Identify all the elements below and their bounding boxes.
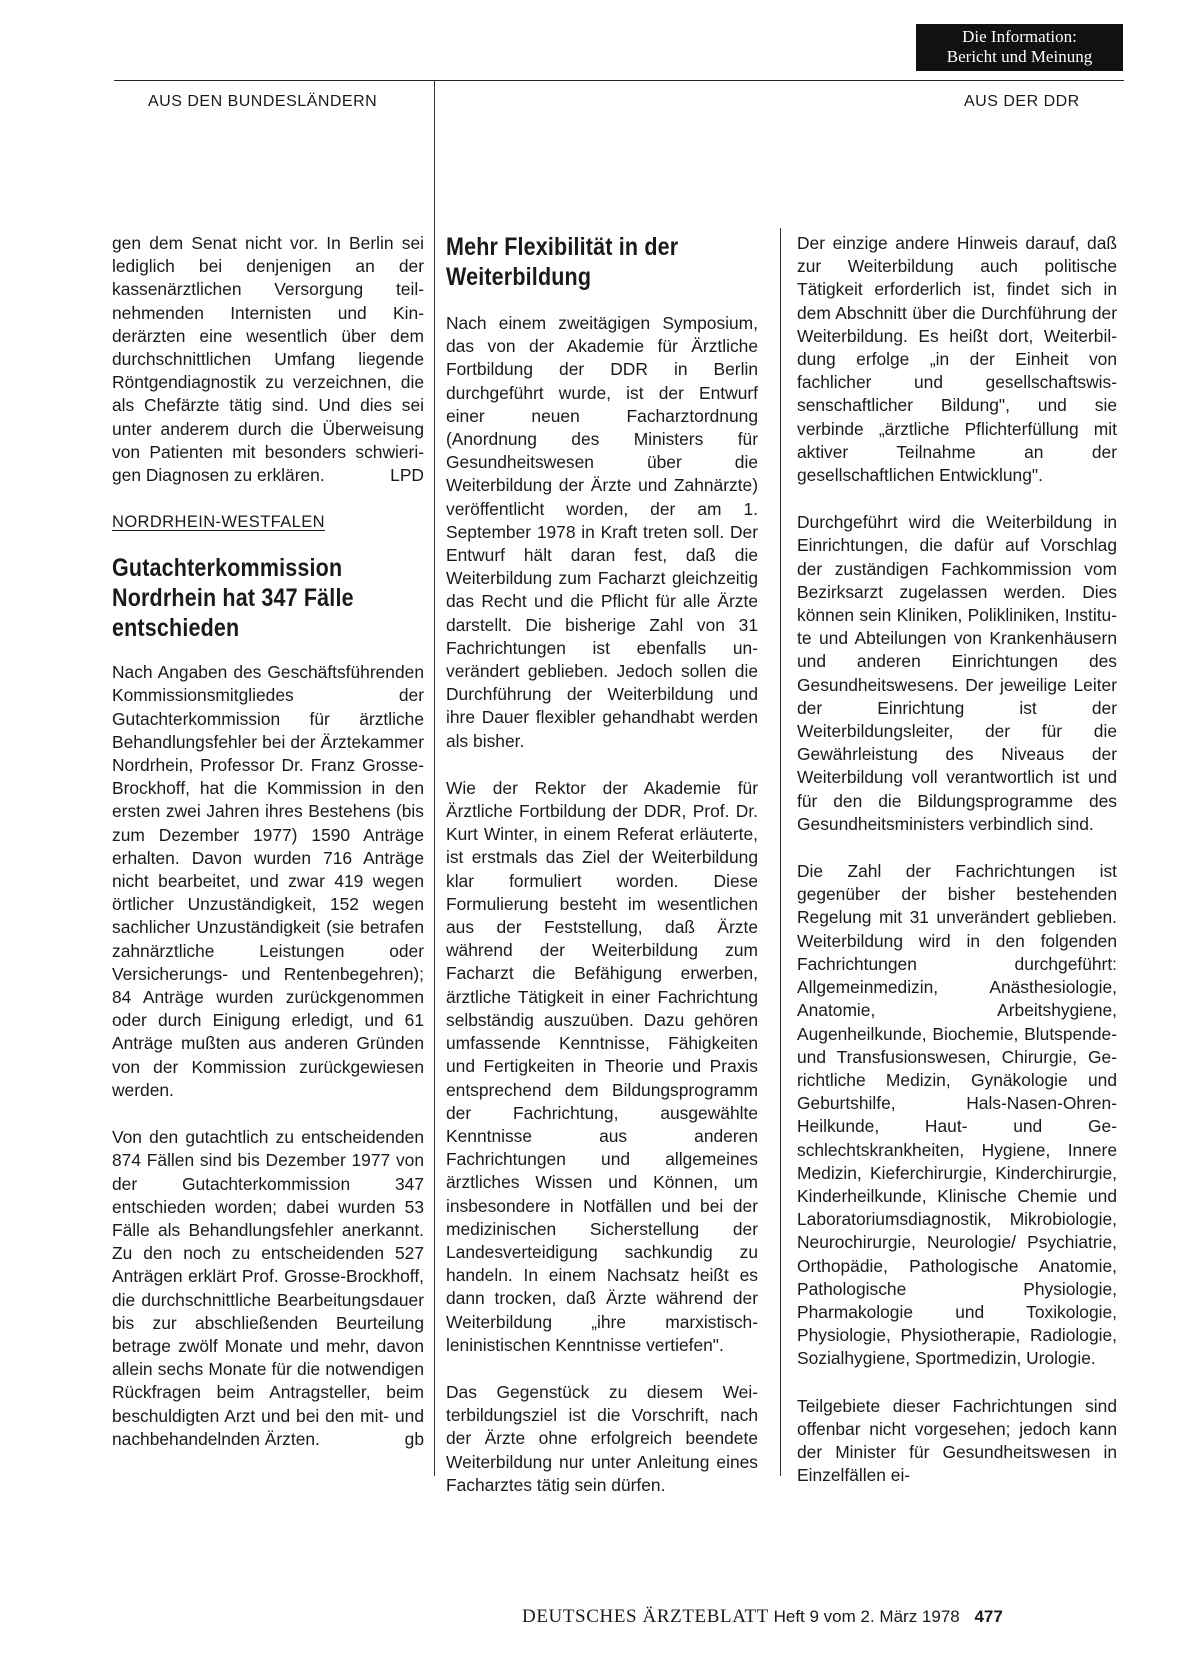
section-badge	[916, 24, 1123, 71]
article-paragraph: Nach einem zweitägigen Symposium, das von der Akademie für Ärztliche Fortbildung der DDR in Berlin durchgeführt wurde, ist der Entwurf einer neuen Facharztordnung (Anordnung des Ministers für Gesundheitswesen über die Weiterbildung der Ärzte und Zahnärzte) veröffentlicht worden, der am 1. September 1978 in Kraft treten soll. Der Entwurf hält daran fest, daß die Weiterbildung zum Facharzt gleichzeitig das Recht und die Pflicht für alle Ärzte darstellt. Die bisherige Zahl von 31 Fachrichtungen ist ebenfalls unverändert geblieben. Jedoch sollen die Durchführung der Weiterbildung und ihre Dauer flexibler gehandhabt werden als bisher.	[446, 313, 758, 751]
column-rule-right	[780, 228, 781, 1476]
column-rule-left	[434, 80, 435, 1476]
article-paragraph: Der einzige andere Hinweis darauf, daß zur Weiterbildung auch politische Tätigkeit erforderlich ist, findet sich in dem Abschnitt über die Durchführung der Weiterbildung. Es heißt dort, Weiterbildung erfolge „in der Einheit von fachlicher und gesellschaftswissenschaftlicher Bildung", und sie verbinde „ärztliche Pflichterfüllung mit aktiver Teilnahme an der gesellschaftlichen Entwicklung".	[797, 233, 1117, 486]
article-headline: Gutachterkommission Nordrhein hat 347 Fälle entschieden	[112, 554, 354, 643]
article-paragraph: Das Gegenstück zu diesem Weiterbildungsziel ist die Vorschrift, nach der Ärzte ohne erfolgreich beendete Weiterbildung nur unter Anleitung eines Facharztes tätig sein dürfen.	[446, 1381, 758, 1495]
column-3	[797, 232, 1117, 1511]
article-paragraph	[112, 1126, 424, 1451]
paragraph-text: Von den gutachtlich zu entscheidenden 874 Fällen sind bis Dezember 1977 von der Gutachterkommission 347 entschieden worden; dabei wurden 53 Fälle als Behandlungsfehler anerkannt. Zu den noch zu entscheidenden 527 Anträgen erklärt Prof. Grosse-Brockhoff, die durchschnittliche Bearbeitungsdauer bis zur abschließenden Beurteilung betrage zwölf Monate und mehr, davon allein sechs Monate für die notwendigen Rückfragen beim Antragsteller, beim beschuldigten Arzt und bei den mit- und nachbehandelnden Ärzten.	[112, 1127, 424, 1449]
article-paragraph: Die Zahl der Fachrichtungen ist gegenüber der bisher bestehenden Regelung mit 31 unverändert geblieben. Weiterbildung wird in den folgenden Fachrichtungen durchgeführt: Allgemeinmedizin, Anästhesiologie, Anatomie, Arbeitshygiene, Augenheilkunde, Biochemie, Blutspende- und Transfusionswesen, Chirurgie, Gerichtliche Medizin, Gynäkologie und Geburtshilfe, Hals-Nasen-Ohren-Heilkunde, Haut- und Geschlechtskrankheiten, Hygiene, Innere Medizin, Kieferchirurgie, Kinderchirurgie, Kinderheilkunde, Klinische Chemie und Laboratoriumsdiagnostik, Mikrobiologie, Neurochirurgie, Neurologie/ Psychiatrie, Orthopädie, Pathologische Anatomie, Pathologische Physiologie, Pharmakologie und Toxikologie, Physiologie, Physiotherapie, Radiologie, Sozialhygiene, Sportmedizin, Urologie.	[797, 861, 1117, 1369]
column-2	[446, 232, 758, 1521]
article-paragraph: Wie der Rektor der Akademie für Ärztliche Fortbildung der DDR, Prof. Dr. Kurt Winter, in einem Referat erläuterte, ist erstmals das Ziel der Weiterbildung klar formuliert worden. Diese Formulierung besteht im wesentlichen aus der Feststellung, daß Ärzte während der Weiterbildung zum Facharzt die Befähigung erwerben, ärztliche Tätigkeit in einer Fachrichtung selbständig auszuüben. Dazu gehören umfassende Kenntnisse, Fähigkeiten und Fertigkeiten in Theorie und Praxis entsprechend dem Bildungsprogramm der Fachrichtung, ausgewählte Kenntnisse aus anderen Fachrichtungen und allgemeines ärztliches Wissen und Können, um insbesondere in Notfällen und bei der medizinischen Sicherstellung der Landesverteidigung sachkundig zu handeln. In einem Nachsatz heißt es dann trocken, daß Ärzte während der Weiterbildung „ihre marxistisch-leninistischen Kenntnisse vertiefen".	[446, 777, 758, 1355]
page-number: 477	[974, 1607, 1003, 1626]
author-initials: LPD	[390, 465, 424, 486]
article-paragraph: Teilgebiete dieser Fachrichtungen sind offenbar nicht vorgesehen; jedoch kann der Minister für Gesundheitswesen in Einzelfällen ei-	[797, 1395, 1117, 1486]
author-initials: gb	[404, 1428, 424, 1449]
article-headline: Mehr Flexibilität in der Weiterbildung	[446, 233, 679, 291]
badge-line-1: Die Information:	[962, 27, 1077, 46]
journal-name: DEUTSCHES ÄRZTEBLATT	[522, 1606, 769, 1627]
article-continuation	[112, 232, 424, 487]
issue-info: Heft 9 vom 2. März 1978	[773, 1607, 960, 1626]
region-label: NORDRHEIN-WESTFALEN	[112, 513, 325, 532]
section-label-right: AUS DER DDR	[964, 93, 1080, 110]
header-rule	[114, 80, 1124, 81]
paragraph-text: gen dem Senat nicht vor. In Berlin sei lediglich bei denjenigen an der kassenärztlichen Versorgung teilnehmenden Internisten und Kinderärzten eine wesentlich über dem durchschnittlichen Umfang liegende Röntgendiagnostik zu verzeichnen, die als Chefärzte tätig sind. Und dies sei unter anderem durch die Überweisung von Patienten mit besonders schwierigen Diagnosen zu erklären.	[112, 233, 424, 486]
article-paragraph: Nach Angaben des Geschäftsführenden Kommissionsmitgliedes der Gutachterkommission für ärztliche Behandlungsfehler bei der Ärztekammer Nordrhein, Professor Dr. Franz Grosse-Brockhoff, hat die Kommission in den ersten zwei Jahren ihres Bestehens (bis zum Dezember 1977) 1590 Anträge erhalten. Davon wurden 716 Anträge nicht bearbeitet, und zwar 419 wegen örtlicher Unzuständigkeit, 152 wegen sachlicher Unzuständigkeit (sie betrafen zahnärztliche Leistungen oder Versicherungs- und Rentenbegehren); 84 Anträge wurden zurückgenommen oder durch Einigung erledigt, und 61 Anträge mußten aus anderen Gründen von der Kommission zurückgewiesen werden.	[112, 662, 424, 1100]
section-label-left: AUS DEN BUNDESLÄNDERN	[148, 93, 378, 110]
badge-line-2: Bericht und Meinung	[946, 47, 1093, 66]
column-1	[112, 232, 424, 1475]
page-footer	[522, 1606, 1122, 1628]
article-paragraph: Durchgeführt wird die Weiterbildung in Einrichtungen, die dafür auf Vorschlag der zuständigen Fachkommission vom Bezirksarzt zugelassen werden. Dies können sein Kliniken, Polikliniken, Institute und Abteilungen von Krankenhäusern und anderen Einrichtungen des Gesundheitswesens. Der jeweilige Leiter der Einrichtung ist der Weiterbildungsleiter, der für die Gewährleistung des Niveaus der Weiterbildung voll verantwortlich ist und für den die Bildungsprogramme des Gesundheitsministers verbindlich sind.	[797, 512, 1117, 834]
